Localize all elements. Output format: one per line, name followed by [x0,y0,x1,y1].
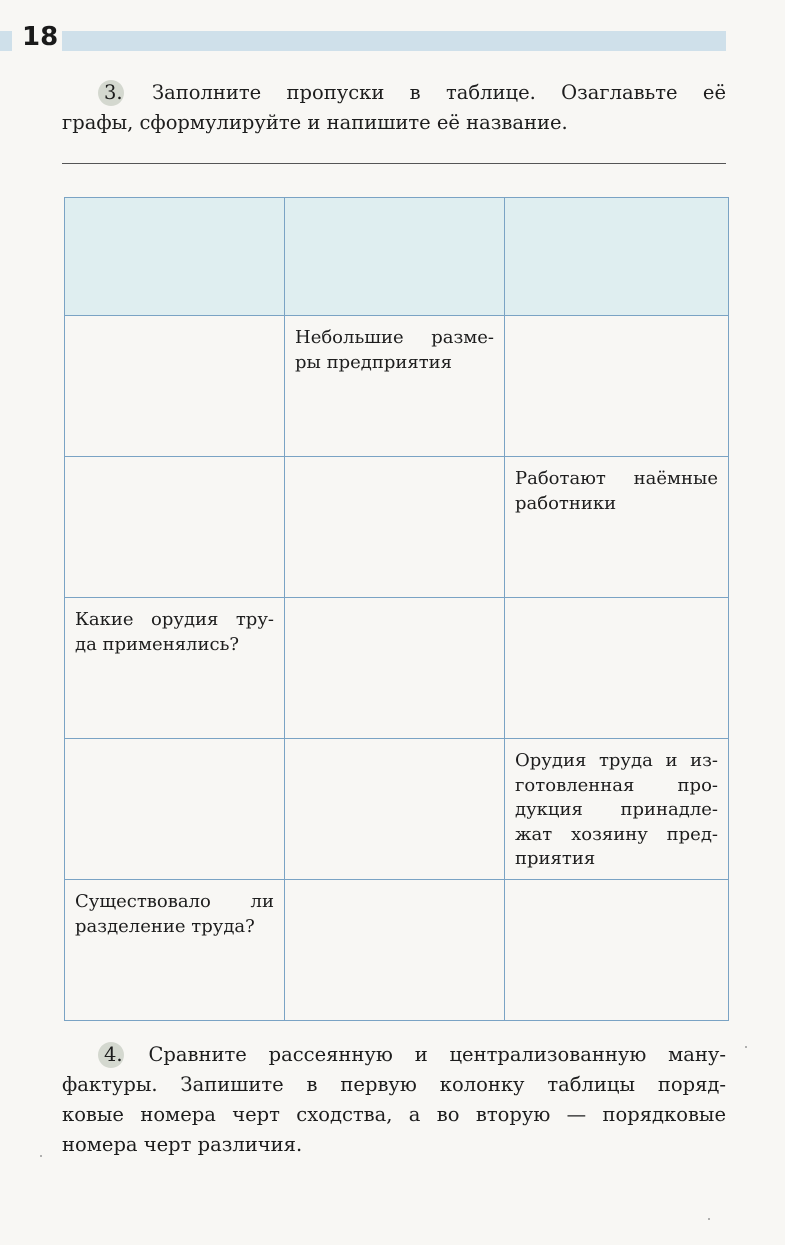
cell-text-line: Существовало ли [75,891,274,912]
table-cell[interactable] [505,598,729,739]
table-row [65,739,729,880]
task-4-number: 4. [100,1040,127,1070]
cell-text-line: Орудия труда и из- [515,750,718,771]
cell-text-line: дукция принадле- [515,799,718,820]
task-4-line-1-text: Сравните рассеянную и централизованную ману- [148,1043,726,1066]
scan-speck [745,1046,747,1048]
task-3-line-1-text: Заполните пропуски в таблице. Озаглавьте её [151,81,726,104]
table-cell[interactable] [285,316,505,457]
cell-text-line: приятия [515,848,596,869]
table-cell[interactable] [65,316,285,457]
table-row [65,457,729,598]
page-number: 18 [22,22,59,52]
table-cell[interactable] [505,739,729,880]
table-header-cell[interactable] [285,198,505,316]
table-row [65,316,729,457]
task-4-line-2: фактуры. Запишите в первую колонку таблицы поряд- [62,1073,726,1096]
table-cell[interactable] [285,598,505,739]
cell-text-line: жат хозяину пред- [515,823,718,845]
table-header-cell[interactable] [505,198,729,316]
table-cell[interactable] [65,457,285,598]
cell-text-line: разделение труда? [75,915,255,937]
worksheet-table [64,197,729,1021]
cell-text-line: Какие орудия тру- [75,609,274,630]
cell-text-line: Работают наёмные [515,468,718,489]
table-header-cell[interactable] [65,198,285,316]
task-3-text [62,78,726,138]
answer-line[interactable] [62,163,726,164]
task-3-number: 3. [100,78,127,108]
table-cell[interactable] [65,739,285,880]
table-cell[interactable] [505,316,729,457]
table-cell[interactable] [65,880,285,1021]
cell-text-line: Небольшие разме- [295,327,494,348]
table-cell[interactable] [65,598,285,739]
table-header-row [65,198,729,316]
table-row [65,598,729,739]
task-4-line-3: ковые номера черт сходства, а во вторую — порядковые [62,1103,726,1126]
table-cell[interactable] [285,739,505,880]
header-bar [62,31,726,51]
table-cell[interactable] [285,457,505,598]
table-row [65,880,729,1021]
cell-text-line: да применялись? [75,633,240,655]
task-3-line-1 [62,78,726,108]
cell-text-line: работники [515,492,617,514]
scan-speck [40,1155,42,1157]
table-cell[interactable] [285,880,505,1021]
task-3-line-2: графы, сформулируйте и напишите её название. [62,111,568,134]
cell-text-line: ры предприятия [295,351,453,373]
table-cell[interactable] [505,880,729,1021]
scan-speck [708,1218,710,1220]
cell-text-line: готовленная про- [515,774,718,796]
table-cell[interactable] [505,457,729,598]
task-4-line-4: номера черт различия. [62,1133,303,1156]
task-4-line-1 [62,1040,726,1070]
task-4-text [62,1040,726,1160]
page-edge-tab [0,31,12,51]
